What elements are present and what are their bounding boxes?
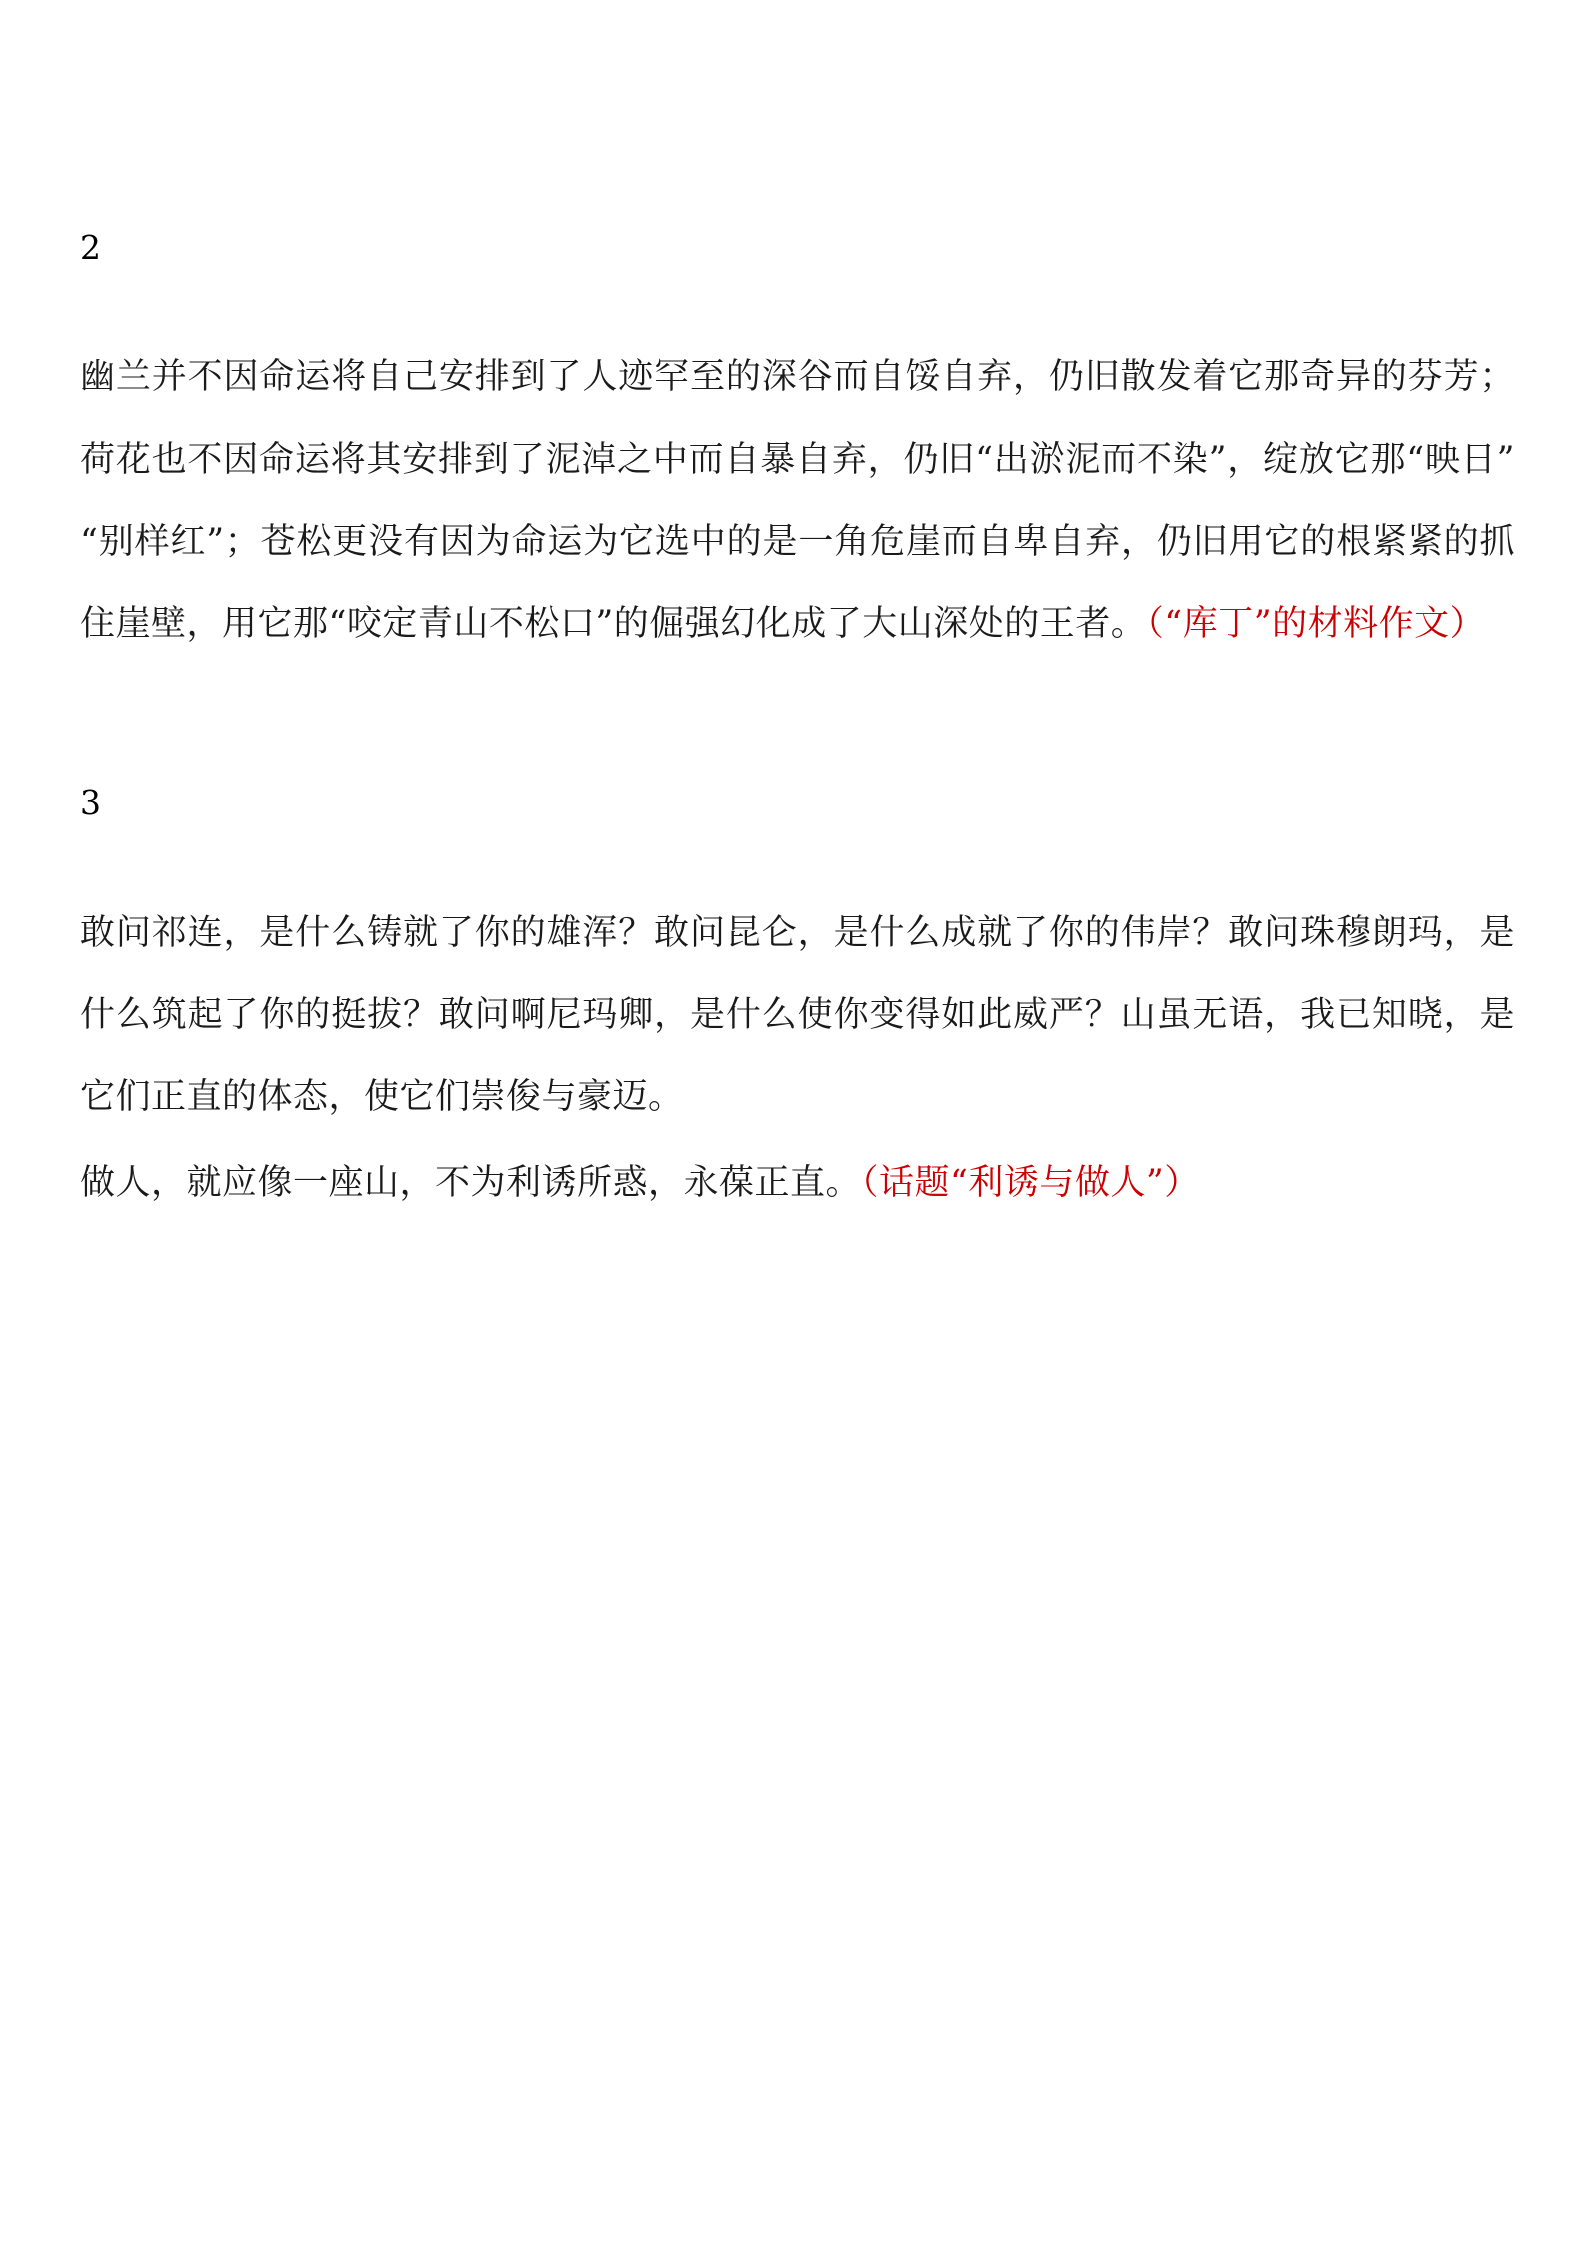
section-number-2: 2 xyxy=(80,228,101,267)
section-3 xyxy=(80,785,1515,1224)
paragraph-3-1 xyxy=(80,892,1515,1139)
paragraph-annotation: （“库丁”的材料作文） xyxy=(1146,604,1486,645)
paragraph-3-2 xyxy=(80,1142,1515,1224)
paragraph-text: 敢问祁连，是什么铸就了你的雄浑？敢问昆仑，是什么成就了你的伟岸？敢问珠穆朗玛，是什么筑起了你的挺拔？敢问啊尼玛卿，是什么使你变得如此威严？山虽无语，我已知晓，是它们正直的体态，使它们崇俊与豪迈。 xyxy=(80,912,1515,1118)
paragraph-text: 幽兰并不因命运将自己安排到了人迹罕至的深谷而自馁自弃，仍旧散发着它那奇异的芬芳；荷花也不因命运将其安排到了泥淖之中而自暴自弃，仍旧“出淤泥而不染”，绽放它那“映日”“别样红”；苍松更没有因为命运为它选中的是一角危崖而自卑自弃，仍旧用它的根紧紧的抓住崖壁，用它那“咬定青山不松口”的倔强幻化成了大山深处的王者。 xyxy=(80,357,1515,645)
paragraph-text: 做人，就应像一座山，不为利诱所惑，永葆正直。 xyxy=(80,1163,862,1204)
section-2 xyxy=(80,230,1515,665)
paragraph-2-1 xyxy=(80,336,1515,665)
paragraph-annotation: （话题“利诱与做人”） xyxy=(861,1163,1200,1204)
section-spacer xyxy=(80,665,1515,785)
section-number-3: 3 xyxy=(80,783,101,823)
